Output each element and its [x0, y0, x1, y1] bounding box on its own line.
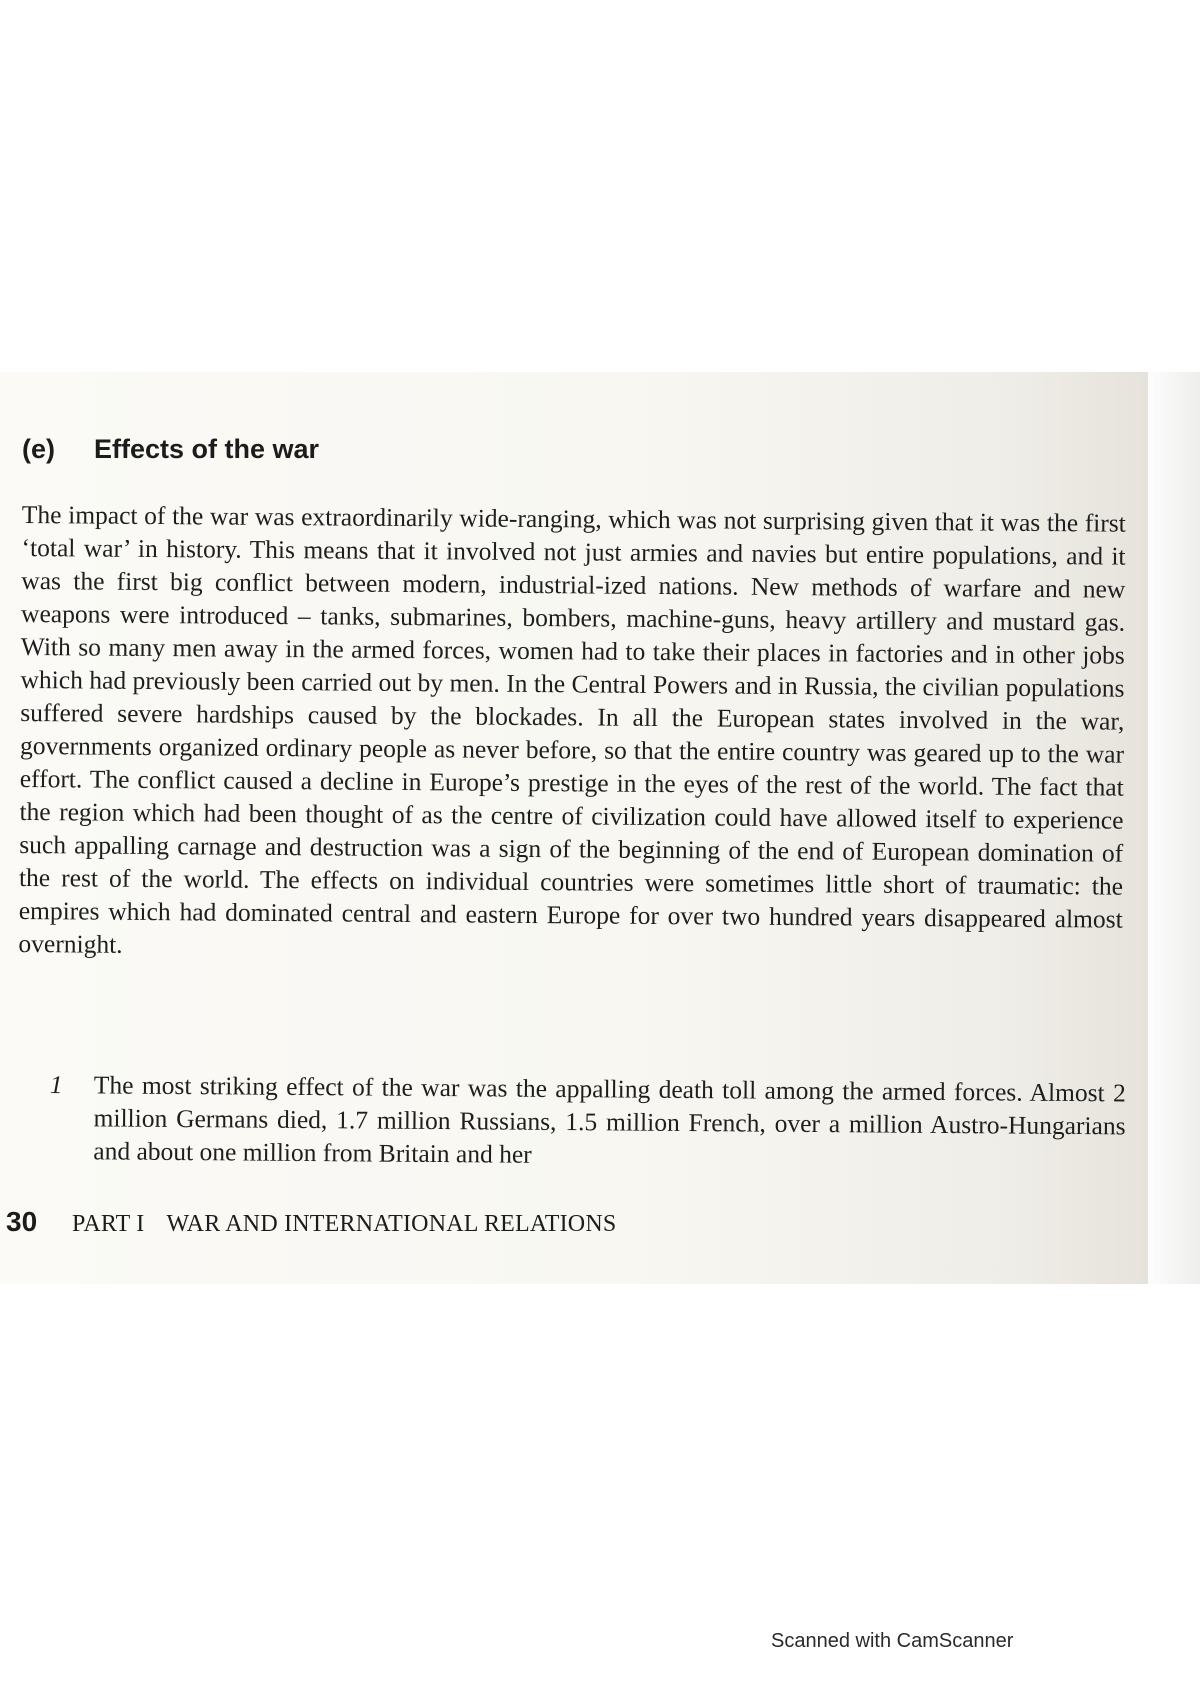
- running-head: [72, 1211, 616, 1237]
- body-paragraph: The impact of the war was extraordinarily wide-ranging, which was not surprising given that it was the first ‘total war’ in history. This means that it involved not just armies and navies but entire populations, and it was the first big conflict between modern, industrial-ized nations. New methods of warfare and new weapons were introduced – tanks, submarines, bombers, machine-guns, heavy artillery and mustard gas. With so many men away in the armed forces, women had to take their places in factories and in other jobs which had previously been carried out by men. In the Central Powers and in Russia, the civilian populations suffered severe hardships caused by the blockades. In all the European states involved in the war, governments organized ordinary people as never before, so that the entire country was geared up to the war effort. The conflict caused a decline in Europe’s prestige in the eyes of the rest of the world. The fact that the region which had been thought of as the centre of civilization could have allowed itself to experience such appalling carnage and destruction was a sign of the beginning of the end of European domination of the rest of the world. The effects on individual countries were sometimes little short of traumatic: the empires which had dominated central and eastern Europe for over two hundred years disappeared almost overnight.: [18, 499, 1126, 959]
- list-item-number: 1: [49, 1069, 63, 1100]
- camscanner-watermark: Scanned with CamScanner: [771, 1630, 1014, 1652]
- section-title: Effects of the war: [94, 434, 320, 464]
- page-edge-shadow: [1140, 372, 1200, 1284]
- section-heading: [22, 434, 319, 465]
- numbered-list-item: [49, 1068, 1126, 1175]
- page-number: 30: [6, 1206, 38, 1237]
- section-label: (e): [22, 434, 55, 464]
- page-footer: [6, 1206, 616, 1238]
- part-title: WAR AND INTERNATIONAL RELATIONS: [166, 1211, 617, 1237]
- list-item-text: The most striking effect of the war was the appalling death toll among the armed forces. Almost 2 million Germans died, 1.7 million Russians, 1.5 million French, over a million Austro-Hungarians and about one million from Britain and her: [93, 1070, 1126, 1169]
- part-label: PART I: [72, 1211, 145, 1237]
